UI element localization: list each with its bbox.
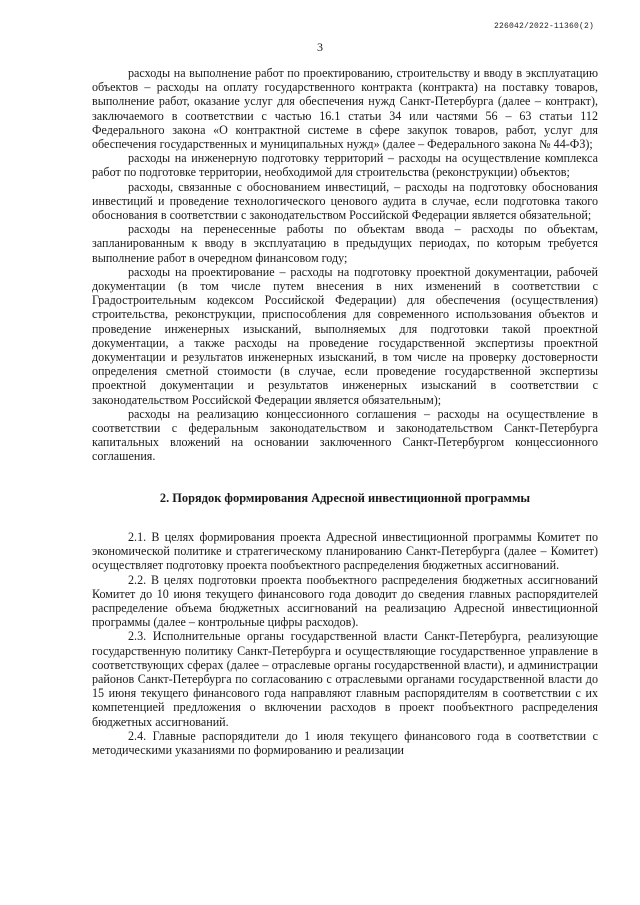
section-heading: 2. Порядок формирования Адресной инвестиционной программы bbox=[159, 490, 531, 505]
paragraph-engineering-preparation: расходы на инженерную подготовку территорий – расходы на осуществление комплекса работ по подготовке территории, необходимой для строительства (реконструкции) объектов; bbox=[92, 151, 598, 180]
clause-2-1: 2.1. В целях формирования проекта Адресной инвестиционной программы Комитет по экономической политике и стратегическому планированию Санкт-Петербурга (далее – Комитет) осуществляет подготовку проекта пообъектного распределения бюджетных ассигнований. bbox=[92, 529, 598, 573]
paragraph-concession-agreement: расходы на реализацию концессионного соглашения – расходы на осуществление в соответствии с федеральным законодательством и законодательством Санкт-Петербурга капитальных вложений на основании заключенного Санкт-Петербургом концессионного соглашения. bbox=[92, 406, 598, 464]
document-id: 226042/2022-11360(2) bbox=[493, 22, 594, 31]
paragraph-transferred-works: расходы на перенесенные работы по объектам ввода – расходы по объектам, запланированным к вводу в эксплуатацию в предыдущих периодах, по которым требуется выполнение работ в очередном финансовом году; bbox=[92, 222, 598, 265]
document-body bbox=[92, 66, 598, 757]
paragraph-investment-justification: расходы, связанные с обоснованием инвестиций, – расходы на подготовку обоснования инвестиций и проведение технологического ценового аудита в случае, если подготовка такого обоснования в соответствии с законодательством Российской Федерации является обязательной; bbox=[92, 179, 598, 223]
clause-2-3: 2.3. Исполнительные органы государственной власти Санкт-Петербурга, реализующие государственную политику Санкт-Петербурга и осуществляющие государственное управление в соответствующих сферах (далее – отраслевые органы государственной власти), и администрации районов Санкт-Петербурга по согласованию с отраслевыми органами государственной власти до 15 июня текущего финансового года направляют главным распорядителям в соответствии с их компетенцией предложения о включении расходов в проект пообъектного распределения бюджетных ассигнований. bbox=[92, 629, 598, 729]
paragraph-design-construction-costs: расходы на выполнение работ по проектированию, строительству и вводу в эксплуатацию объектов – расходы на оплату государственного контракта (контракта) на поставку товаров, выполнение работ, оказание услуг для обеспечения нужд Санкт-Петербурга (далее – контракт), заключаемого в соответствии с частью 16.1 статьи 34 или частями 56 – 63 статьи 112 Федерального закона «О контрактной системе в сфере закупок товаров, работ, услуг для обеспечения государственных и муниципальных нужд» (далее – Федерального закона № 44-ФЗ); bbox=[92, 66, 598, 152]
paragraph-design-costs: расходы на проектирование – расходы на подготовку проектной документации, рабочей документации (в том числе путем внесения в них изменений в соответствии с Градостроительным кодексом Российской Федерации) для обеспечения (осуществления) строительства, реконструкции, приспособления для современного использования объектов и проведение инженерных изысканий, выполняемых для подготовки такой проектной документации, а также расходы на проведение государственной экспертизы проектной документации и результатов инженерных изысканий, в том числе на проверку достоверности определения сметной стоимости (в случае, если проведение государственной экспертизы проектной документации и результатов инженерных изысканий в соответствии с законодательством Российской Федерации является обязательным); bbox=[92, 264, 598, 407]
page-number: 3 bbox=[317, 40, 323, 54]
clause-2-2: 2.2. В целях подготовки проекта пообъектного распределения бюджетных ассигнований Комитет до 10 июня текущего финансового года доводит до сведения главных распорядителей распределение объема бюджетных ассигнований на реализацию Адресной инвестиционной программы (далее – контрольные цифры расходов). bbox=[92, 572, 598, 630]
clause-2-4: 2.4. Главные распорядители до 1 июля текущего финансового года в соответствии с методическими указаниями по формированию и реализации bbox=[92, 728, 598, 757]
